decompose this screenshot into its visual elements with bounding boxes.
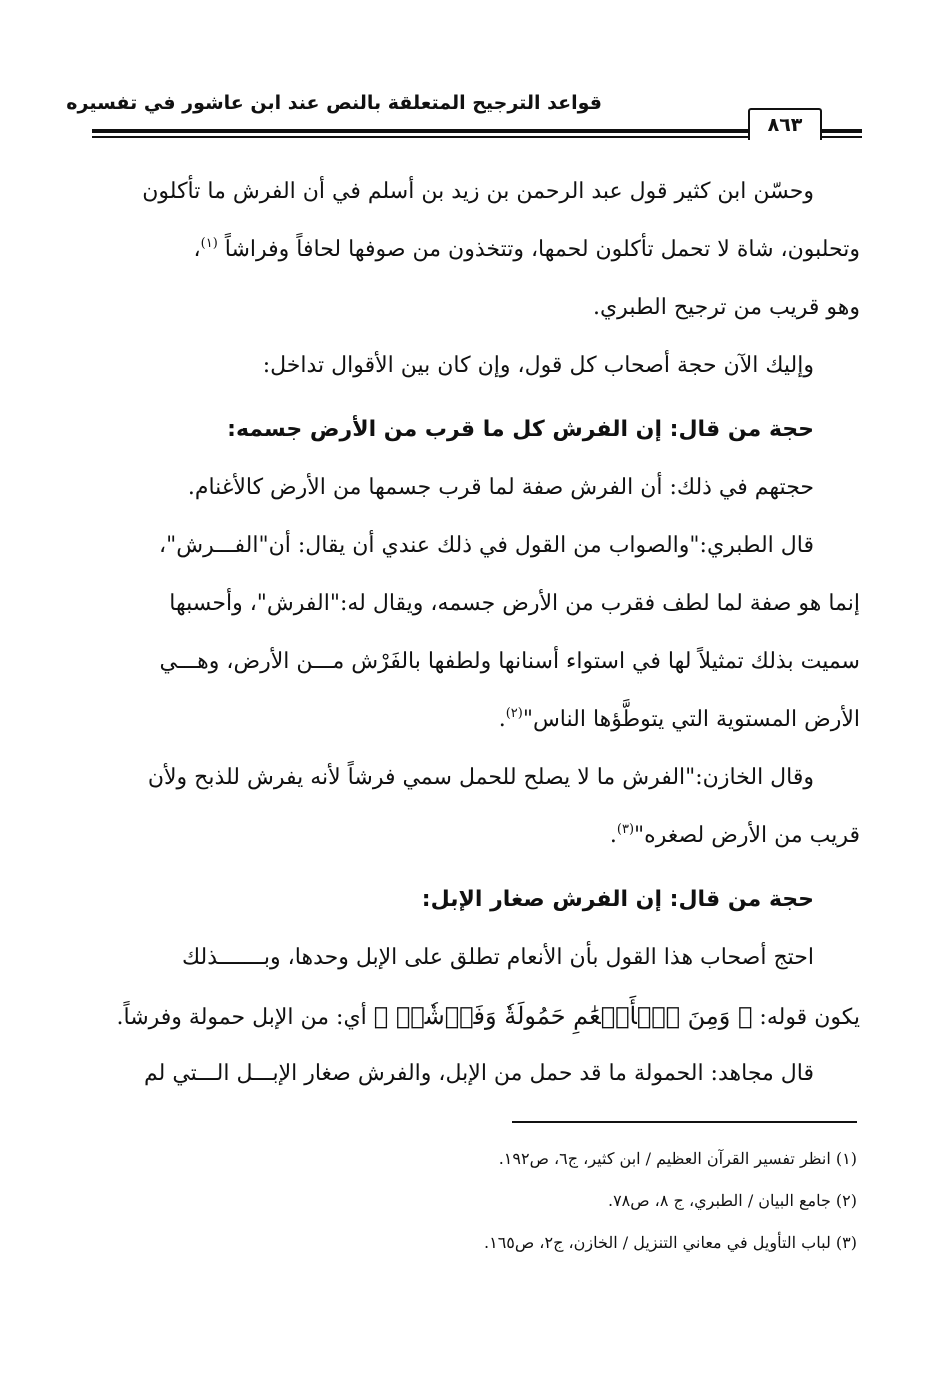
footnote: (٢) جامع البيان / الطبري، ج ٨، ص٧٨. [607, 1191, 857, 1210]
paragraph-line: وقال الخازن:"الفرش ما لا يصلح للحمل سمي فرشاً لأنه يفرش للذبح ولأن [147, 765, 814, 790]
quran-verse: ﴿ وَمِنَ ٱلۡأَنۡعَٰمِ حَمُولَةٗ وَفَرۡشٗاۚ ﴾ [373, 1002, 753, 1030]
footnote: (١) انظر تفسير القرآن العظيم / ابن كثير، ج٦، ص١٩٢. [498, 1149, 857, 1168]
section-heading: حجة من قال: إن الفرش صغار الإبل: [421, 887, 814, 912]
paragraph-line: قريب من الأرض لصغره"$^{(٣)}$. [609, 822, 860, 848]
paragraph-line: وإليك الآن حجة أصحاب كل قول، وإن كان بين الأقوال تداخل: [262, 353, 814, 378]
paragraph-line: سميت بذلك تمثيلاً لها في استواء أسنانها ولطفها بالفَرْش مـــن الأرض، وهـــي [159, 649, 860, 674]
paragraph-line: الأرض المستوية التي يتوطَّؤها الناس"$^{(٢)}$. [498, 706, 860, 732]
footnote-separator [512, 1121, 857, 1123]
paragraph-line: قال مجاهد: الحمولة ما قد حمل من الإبل، والفرش صغار الإبـــل الـــتي لم [143, 1061, 814, 1086]
section-heading: حجة من قال: إن الفرش كل ما قرب من الأرض جسمه: [227, 417, 814, 442]
footnotes [300, 1138, 857, 1264]
running-title: قواعد الترجيح المتعلقة بالنص عند ابن عاشور في تفسيره [66, 92, 602, 114]
page-header [66, 88, 862, 148]
paragraph-line: وهو قريب من ترجيح الطبري. [592, 295, 860, 320]
footnote: (٣) لباب التأويل في معاني التنزيل / الخازن، ج٢، ص١٦٥. [484, 1233, 857, 1252]
paragraph-line: احتج أصحاب هذا القول بأن الأنعام تطلق على الإبل وحدها، وبـــــــذلك [182, 945, 814, 970]
page-number: ٨٦٣ [748, 108, 822, 140]
paragraph-line: إنما هو صفة لما لطف فقرب من الأرض جسمه، ويقال له:"الفرش"، وأحسبها [169, 591, 860, 616]
paragraph-line: يكون قوله: ﴿ وَمِنَ ٱلۡأَنۡعَٰمِ حَمُولَةٗ وَفَرۡشٗاۚ ﴾ أي: من الإبل حمولة وفرشاً. [116, 1002, 860, 1030]
footnote-ref: (٣) [616, 822, 635, 837]
paragraph-line: وحسّن ابن كثير قول عبد الرحمن بن زيد بن أسلم في أن الفرش ما تأكلون [142, 179, 814, 204]
footnote-ref: (٢) [505, 706, 523, 721]
paragraph-line: حجتهم في ذلك: أن الفرش صفة لما قرب جسمها من الأرض كالأغنام. [187, 475, 814, 500]
footnote-ref: (١) [200, 236, 218, 251]
header-rule-thick [92, 129, 862, 133]
paragraph-line: قال الطبري:"والصواب من القول في ذلك عندي أن يقال: أن"الفـــرش"، [159, 533, 814, 558]
paragraph-line: وتحلبون، شاة لا تحمل تأكلون لحمها، وتتخذون من صوفها لحافاً وفراشاً $^{(١)}$، [193, 236, 860, 262]
body-text [92, 163, 860, 1103]
header-rule-thin [92, 136, 862, 138]
